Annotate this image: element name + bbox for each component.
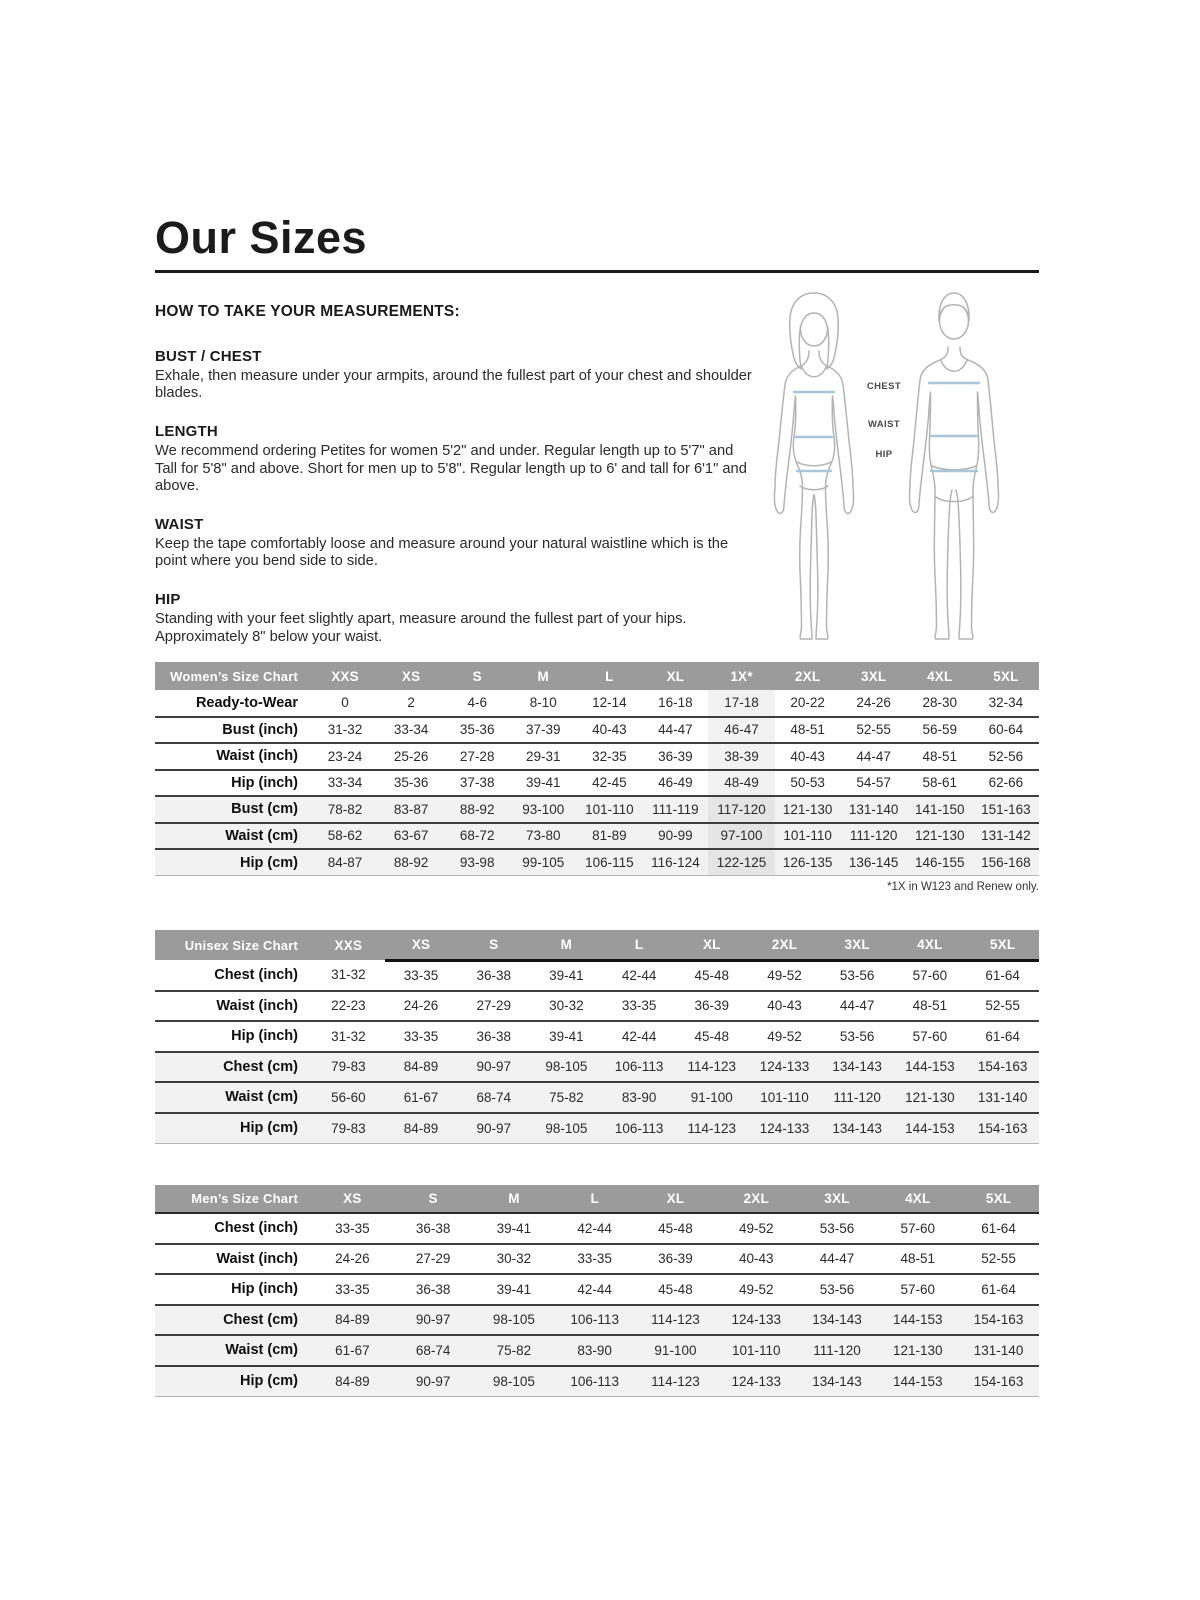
measurement-row xyxy=(155,1274,1039,1305)
size-cell: 42-44 xyxy=(621,968,657,983)
title-divider xyxy=(155,270,1039,273)
measurement-row xyxy=(155,690,1039,717)
row-label: Waist (cm) xyxy=(225,827,298,844)
instruction-section-length xyxy=(155,423,753,495)
size-cell: 40-43 xyxy=(738,1251,774,1267)
size-cell: 27-29 xyxy=(476,998,511,1014)
measurement-row xyxy=(155,823,1039,850)
size-column-header: 4XL xyxy=(894,930,967,960)
size-cell: 27-28 xyxy=(459,748,495,764)
size-cell: 97-100 xyxy=(708,823,774,850)
size-cell: 111-120 xyxy=(833,1089,881,1105)
size-cell: 81-89 xyxy=(592,828,627,844)
size-cell: 106-113 xyxy=(614,1120,664,1136)
measurement-row xyxy=(155,1052,1039,1083)
size-cell: 101-110 xyxy=(585,801,634,817)
size-column-header: XS xyxy=(378,662,444,690)
size-cell: 45-48 xyxy=(658,1281,693,1297)
size-cell: 56-59 xyxy=(922,722,957,738)
size-cell: 40-43 xyxy=(790,748,825,764)
size-cell: 79-83 xyxy=(331,1059,366,1075)
size-cell: 88-92 xyxy=(459,801,495,817)
size-cell: 17-18 xyxy=(708,690,774,717)
size-cell: 101-110 xyxy=(783,828,832,844)
section-heading: WAIST xyxy=(155,516,204,534)
measurement-row xyxy=(155,743,1039,770)
size-cell: 36-38 xyxy=(476,968,511,983)
size-cell: 0 xyxy=(341,695,349,711)
size-cell: 141-150 xyxy=(914,801,965,817)
size-cell: 83-87 xyxy=(393,801,429,817)
size-cell: 111-120 xyxy=(849,828,898,844)
measurement-row xyxy=(155,1335,1039,1366)
size-cell: 146-155 xyxy=(914,855,965,870)
size-chart-footnote: *1X in W123 and Renew only. xyxy=(887,881,1039,893)
size-column-header: XXS xyxy=(312,662,378,690)
size-cell: 35-36 xyxy=(393,775,429,791)
size-column-header: 5XL xyxy=(958,1185,1039,1213)
size-cell: 46-49 xyxy=(658,775,693,791)
size-cell: 33-35 xyxy=(621,998,657,1014)
size-cell: 134-143 xyxy=(812,1373,862,1389)
size-cell: 33-35 xyxy=(577,1251,612,1267)
size-cell: 144-153 xyxy=(892,1312,943,1328)
size-cell: 52-56 xyxy=(988,748,1024,764)
section-body: We recommend ordering Petites for women 5'2" and under. Regular length up to 5'7" and Tall for 5'8" and above. Short for men up to 5'8". Regular length up to 6' and tall for 6'1" and above. xyxy=(155,443,747,494)
measurement-row xyxy=(155,991,1039,1022)
size-cell: 39-41 xyxy=(496,1281,532,1297)
size-cell: 61-64 xyxy=(985,1028,1020,1044)
size-cell: 24-26 xyxy=(403,998,439,1014)
waist-label: WAIST xyxy=(867,419,901,430)
instructions-heading: HOW TO TAKE YOUR MEASUREMENTS: xyxy=(155,303,460,320)
measurement-row xyxy=(155,1305,1039,1336)
size-cell: 58-61 xyxy=(922,775,957,791)
size-cell: 131-140 xyxy=(848,801,899,817)
size-cell: 68-72 xyxy=(459,828,495,844)
size-column-header: 5XL xyxy=(973,662,1039,690)
size-cell: 144-153 xyxy=(905,1059,955,1075)
size-cell: 154-163 xyxy=(977,1120,1028,1136)
measurement-row xyxy=(155,717,1039,744)
size-cell: 61-67 xyxy=(335,1342,370,1358)
size-cell: 84-89 xyxy=(335,1312,370,1328)
size-cell: 90-97 xyxy=(415,1312,451,1328)
section-body: Exhale, then measure under your armpits, around the fullest part of your chest and shoulder blades. xyxy=(155,368,752,402)
unisex-size-chart-table xyxy=(155,930,1039,1144)
size-cell: 29-31 xyxy=(526,748,561,764)
size-cell: 38-39 xyxy=(708,743,774,770)
section-body: Standing with your feet slightly apart, measure around the fullest part of your hips. Approximately 8" below your waist. xyxy=(155,611,687,645)
size-cell: 98-105 xyxy=(545,1059,588,1075)
size-cell: 60-64 xyxy=(988,722,1024,738)
size-cell: 48-51 xyxy=(900,1251,935,1267)
size-cell: 20-22 xyxy=(790,695,825,711)
size-cell: 75-82 xyxy=(496,1342,532,1358)
size-cell: 90-97 xyxy=(476,1120,511,1136)
size-column-header: 4XL xyxy=(877,1185,958,1213)
size-cell: 39-41 xyxy=(496,1220,532,1236)
size-cell: 23-24 xyxy=(327,748,363,764)
size-cell: 42-44 xyxy=(577,1220,612,1236)
size-cell: 33-35 xyxy=(335,1220,370,1236)
row-label: Ready-to-Wear xyxy=(195,694,298,711)
row-label: Waist (cm) xyxy=(225,1342,298,1359)
size-cell: 31-32 xyxy=(327,722,363,738)
size-cell: 116-124 xyxy=(651,855,700,870)
figure-measure-labels xyxy=(855,283,913,643)
size-cell: 106-113 xyxy=(570,1312,619,1328)
size-cell: 91-100 xyxy=(654,1342,697,1358)
size-cell: 98-105 xyxy=(492,1373,535,1389)
size-cell: 57-60 xyxy=(912,1028,948,1044)
size-cell: 12-14 xyxy=(592,695,627,711)
measurement-figures xyxy=(745,283,1041,643)
size-column-header: M xyxy=(510,662,576,690)
size-cell: 39-41 xyxy=(549,968,584,983)
size-cell: 44-47 xyxy=(819,1251,855,1267)
size-cell: 61-64 xyxy=(981,1281,1016,1297)
size-cell: 83-90 xyxy=(577,1342,612,1358)
size-cell: 84-89 xyxy=(403,1059,439,1075)
size-column-header: XS xyxy=(385,930,458,960)
measurement-row xyxy=(155,1244,1039,1275)
size-cell: 75-82 xyxy=(549,1089,584,1105)
size-cell: 122-125 xyxy=(708,849,774,876)
size-cell: 4-6 xyxy=(467,695,487,711)
womens-size-chart-table xyxy=(155,662,1039,876)
size-cell: 25-26 xyxy=(393,748,429,764)
size-column-header: M xyxy=(474,1185,555,1213)
size-cell: 144-153 xyxy=(905,1120,955,1136)
chest-label: CHEST xyxy=(866,381,902,392)
size-cell: 90-97 xyxy=(476,1059,511,1075)
size-column-header: XL xyxy=(675,930,748,960)
size-cell: 36-38 xyxy=(415,1220,451,1236)
size-cell: 48-49 xyxy=(708,770,774,797)
size-cell: 44-47 xyxy=(856,748,891,764)
measurement-row xyxy=(155,770,1039,797)
size-column-header: L xyxy=(576,662,642,690)
measurement-row xyxy=(155,1213,1039,1244)
size-cell: 42-44 xyxy=(621,1028,657,1044)
size-cell: 42-44 xyxy=(577,1281,612,1297)
size-cell: 32-34 xyxy=(988,695,1024,711)
size-cell: 68-74 xyxy=(415,1342,451,1358)
measurement-row xyxy=(155,1113,1039,1144)
size-cell: 53-56 xyxy=(819,1220,855,1236)
size-cell: 37-39 xyxy=(526,722,561,738)
size-column-header: 3XL xyxy=(797,1185,878,1213)
section-heading: LENGTH xyxy=(155,423,218,441)
size-cell: 39-41 xyxy=(526,775,561,791)
size-column-header: XL xyxy=(642,662,708,690)
size-cell: 30-32 xyxy=(496,1251,532,1267)
size-column-header: XS xyxy=(312,1185,393,1213)
size-cell: 91-100 xyxy=(690,1089,733,1105)
size-cell: 98-105 xyxy=(545,1120,588,1136)
size-cell: 61-64 xyxy=(985,968,1020,983)
page-title: Our Sizes xyxy=(155,212,368,263)
measurement-row xyxy=(155,796,1039,823)
size-cell: 154-163 xyxy=(977,1059,1028,1075)
size-cell: 33-34 xyxy=(327,775,363,791)
size-cell: 134-143 xyxy=(832,1059,882,1075)
size-cell: 79-83 xyxy=(331,1120,366,1136)
size-cell: 33-35 xyxy=(335,1281,370,1297)
size-cell: 124-133 xyxy=(759,1059,810,1075)
size-column-header: 2XL xyxy=(748,930,821,960)
size-cell: 114-123 xyxy=(687,1120,737,1136)
size-column-header: S xyxy=(457,930,530,960)
row-label: Chest (cm) xyxy=(223,1058,298,1075)
size-cell: 126-135 xyxy=(782,855,833,870)
section-heading: HIP xyxy=(155,591,181,609)
size-cell: 39-41 xyxy=(549,1028,584,1044)
row-label: Hip (cm) xyxy=(240,1120,298,1136)
size-cell: 83-90 xyxy=(621,1089,657,1105)
size-cell: 154-163 xyxy=(973,1373,1024,1389)
size-cell: 40-43 xyxy=(767,998,802,1014)
size-cell: 24-26 xyxy=(856,695,891,711)
row-label: Bust (inch) xyxy=(222,721,298,738)
size-cell: 46-47 xyxy=(708,717,774,744)
size-cell: 134-143 xyxy=(832,1120,882,1136)
size-column-header: L xyxy=(603,930,676,960)
size-cell: 84-89 xyxy=(403,1120,439,1136)
size-cell: 49-52 xyxy=(738,1220,774,1236)
size-cell: 117-120 xyxy=(708,796,774,823)
row-label: Bust (cm) xyxy=(231,801,298,818)
size-cell: 63-67 xyxy=(393,828,429,844)
size-cell: 22-23 xyxy=(331,998,366,1014)
size-cell: 124-133 xyxy=(759,1120,810,1136)
size-cell: 56-60 xyxy=(331,1089,366,1105)
size-cell: 36-38 xyxy=(415,1281,451,1297)
row-label: Waist (inch) xyxy=(216,1250,298,1267)
size-cell: 35-36 xyxy=(459,722,495,738)
size-cell: 45-48 xyxy=(694,968,730,983)
size-cell: 49-52 xyxy=(767,968,802,983)
size-cell: 36-38 xyxy=(476,1028,511,1044)
size-cell: 48-51 xyxy=(790,722,825,738)
size-column-header: XXS xyxy=(312,930,385,960)
size-cell: 31-32 xyxy=(331,1028,366,1044)
size-column-header: 3XL xyxy=(821,930,894,960)
mens-size-chart-table xyxy=(155,1185,1039,1397)
size-cell: 106-115 xyxy=(585,855,634,870)
size-column-header: 5XL xyxy=(966,930,1039,960)
size-column-header: 2XL xyxy=(775,662,841,690)
size-cell: 53-56 xyxy=(839,1028,875,1044)
size-cell: 36-39 xyxy=(658,1251,693,1267)
size-cell: 44-47 xyxy=(658,722,693,738)
size-cell: 52-55 xyxy=(981,1251,1016,1267)
size-column-header: L xyxy=(554,1185,635,1213)
size-cell: 31-32 xyxy=(331,967,366,983)
size-cell: 111-120 xyxy=(813,1342,861,1358)
row-label: Hip (cm) xyxy=(240,854,298,871)
size-cell: 84-89 xyxy=(335,1373,370,1389)
size-cell: 144-153 xyxy=(892,1373,943,1389)
instruction-section-hip xyxy=(155,591,753,645)
size-cell: 30-32 xyxy=(549,998,584,1014)
size-cell: 98-105 xyxy=(492,1312,535,1328)
size-cell: 90-99 xyxy=(658,828,693,844)
measurement-row xyxy=(155,960,1039,991)
size-cell: 33-34 xyxy=(393,722,429,738)
size-cell: 156-168 xyxy=(981,855,1031,870)
size-cell: 131-140 xyxy=(973,1342,1024,1358)
size-cell: 124-133 xyxy=(731,1312,781,1328)
size-cell: 106-113 xyxy=(570,1373,619,1389)
size-cell: 45-48 xyxy=(694,1028,730,1044)
instruction-section-bust xyxy=(155,348,753,402)
row-label: Hip (inch) xyxy=(231,774,298,791)
size-cell: 101-110 xyxy=(731,1342,781,1358)
size-cell: 53-56 xyxy=(819,1281,855,1297)
size-column-header: S xyxy=(393,1185,474,1213)
row-label: Hip (cm) xyxy=(240,1373,298,1389)
size-cell: 131-142 xyxy=(981,828,1031,844)
size-cell: 54-57 xyxy=(856,775,891,791)
size-cell: 28-30 xyxy=(922,695,957,711)
size-cell: 8-10 xyxy=(529,695,557,711)
size-cell: 101-110 xyxy=(760,1089,809,1105)
size-cell: 57-60 xyxy=(912,968,948,983)
row-label: Waist (cm) xyxy=(225,1089,298,1106)
size-cell: 53-56 xyxy=(839,968,875,983)
size-cell: 37-38 xyxy=(459,775,495,791)
row-label: Chest (inch) xyxy=(214,1220,298,1237)
size-cell: 124-133 xyxy=(731,1373,781,1389)
size-cell: 49-52 xyxy=(767,1028,802,1044)
size-cell: 90-97 xyxy=(415,1373,451,1389)
row-label: Waist (inch) xyxy=(216,997,298,1014)
size-cell: 106-113 xyxy=(614,1059,664,1075)
size-cell: 52-55 xyxy=(856,722,891,738)
measurement-row xyxy=(155,849,1039,876)
row-label: Hip (inch) xyxy=(231,1281,298,1298)
size-cell: 121-130 xyxy=(782,801,833,817)
size-cell: 99-105 xyxy=(522,855,565,870)
size-cell: 49-52 xyxy=(738,1281,774,1297)
size-cell: 114-123 xyxy=(651,1312,700,1328)
size-cell: 52-55 xyxy=(985,998,1020,1014)
size-cell: 61-67 xyxy=(403,1089,439,1105)
hip-label: HIP xyxy=(875,449,893,460)
size-cell: 62-66 xyxy=(988,775,1024,791)
size-cell: 121-130 xyxy=(905,1089,955,1105)
size-cell: 58-62 xyxy=(327,828,363,844)
size-cell: 57-60 xyxy=(900,1281,935,1297)
size-cell: 33-35 xyxy=(403,968,439,983)
size-cell: 114-123 xyxy=(687,1059,737,1075)
size-column-header: 1X* xyxy=(708,662,774,690)
row-label: Chest (inch) xyxy=(214,966,298,983)
size-cell: 16-18 xyxy=(658,695,693,711)
section-heading: BUST / CHEST xyxy=(155,348,262,365)
size-column-header: 4XL xyxy=(907,662,973,690)
size-cell: 68-74 xyxy=(476,1089,511,1105)
measurement-row xyxy=(155,1366,1039,1397)
size-cell: 24-26 xyxy=(335,1251,370,1267)
instruction-section-waist xyxy=(155,516,753,570)
size-cell: 131-140 xyxy=(977,1089,1028,1105)
size-cell: 45-48 xyxy=(658,1220,693,1236)
section-body: Keep the tape comfortably loose and measure around your natural waistline which is the point where you bend side to side. xyxy=(155,536,729,570)
size-column-header: XL xyxy=(635,1185,716,1213)
size-cell: 88-92 xyxy=(393,855,429,870)
size-cell: 121-130 xyxy=(892,1342,943,1358)
chart-title: Men’s Size Chart xyxy=(155,1185,312,1213)
row-label: Waist (inch) xyxy=(216,748,298,765)
size-column-header: M xyxy=(530,930,603,960)
size-cell: 121-130 xyxy=(914,828,965,844)
size-cell: 93-98 xyxy=(459,855,495,870)
chart-title: Women’s Size Chart xyxy=(155,662,312,690)
size-cell: 48-51 xyxy=(922,748,957,764)
size-cell: 42-45 xyxy=(592,775,627,791)
size-cell: 93-100 xyxy=(522,801,565,817)
size-cell: 61-64 xyxy=(981,1220,1016,1236)
measurement-row xyxy=(155,1082,1039,1113)
row-label: Chest (cm) xyxy=(223,1311,298,1328)
size-cell: 136-145 xyxy=(848,855,899,870)
measurement-instructions xyxy=(155,303,753,667)
size-cell: 33-35 xyxy=(403,1028,439,1044)
size-cell: 57-60 xyxy=(900,1220,935,1236)
size-cell: 154-163 xyxy=(973,1312,1024,1328)
size-cell: 50-53 xyxy=(790,775,825,791)
size-cell: 44-47 xyxy=(839,998,875,1014)
chart-title: Unisex Size Chart xyxy=(155,930,312,960)
size-column-header: 2XL xyxy=(716,1185,797,1213)
size-cell: 114-123 xyxy=(651,1373,700,1389)
row-label: Hip (inch) xyxy=(231,1028,298,1045)
size-column-header: S xyxy=(444,662,510,690)
size-cell: 111-119 xyxy=(652,801,699,817)
size-cell: 40-43 xyxy=(592,722,627,738)
size-cell: 78-82 xyxy=(327,801,363,817)
size-cell: 134-143 xyxy=(812,1312,862,1328)
size-cell: 151-163 xyxy=(981,801,1031,817)
size-cell: 2 xyxy=(407,695,415,711)
size-column-header: 3XL xyxy=(841,662,907,690)
measurement-row xyxy=(155,1021,1039,1052)
size-cell: 84-87 xyxy=(327,855,363,870)
size-cell: 36-39 xyxy=(658,748,693,764)
size-cell: 48-51 xyxy=(912,998,948,1014)
size-cell: 73-80 xyxy=(526,828,561,844)
size-cell: 27-29 xyxy=(415,1251,451,1267)
size-cell: 36-39 xyxy=(694,998,730,1014)
size-cell: 32-35 xyxy=(592,748,627,764)
